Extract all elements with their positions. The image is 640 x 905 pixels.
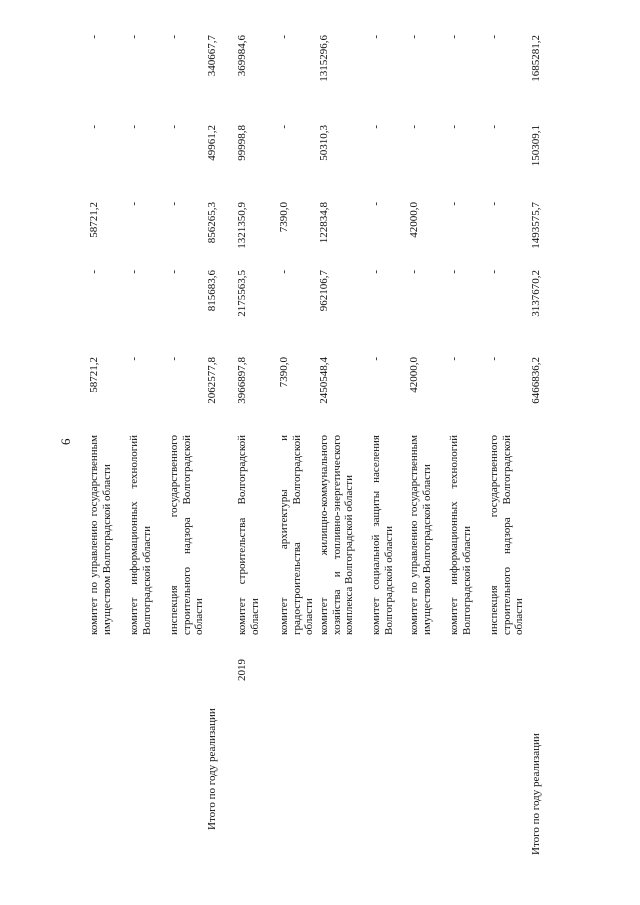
row-value: 1315296,6 — [318, 35, 330, 82]
row-value: - — [488, 202, 500, 206]
row-value: - — [168, 357, 180, 361]
row-value: - — [370, 357, 382, 361]
row-value: - — [448, 270, 460, 274]
row-description: инспекция государственного строительного надзора Волгоградской области — [488, 435, 525, 635]
page-number: 6 — [58, 438, 73, 445]
row-description: комитет информационных технологий Волгоградской области — [128, 435, 153, 635]
row-value: - — [168, 270, 180, 274]
row-value: - — [128, 202, 140, 206]
row-value: - — [448, 202, 460, 206]
row-value: 1321350,9 — [236, 202, 248, 249]
row-value: - — [488, 125, 500, 129]
row-value: - — [488, 357, 500, 361]
row-description: комитет архитектуры и градостроительства Волгоградской области — [278, 435, 315, 635]
total-value: 150309,1 — [530, 125, 542, 167]
row-value: - — [88, 125, 100, 129]
row-value: - — [408, 35, 420, 39]
row-description: комитет по управлению государственным имуществом Волгоградской области — [88, 435, 113, 635]
total-value: 6466836,2 — [530, 357, 542, 404]
row-value: - — [408, 270, 420, 274]
total-value: 1685281,2 — [530, 35, 542, 82]
row-description: комитет строительства Волгоградской области — [236, 435, 261, 635]
row-description: инспекция государственного строительного надзора Волгоградской области — [168, 435, 205, 635]
row-value: 42000,0 — [408, 357, 420, 393]
row-value: 3966897,8 — [236, 357, 248, 404]
row-value: - — [88, 35, 100, 39]
row-value: - — [488, 270, 500, 274]
total-value: 815683,6 — [206, 270, 218, 312]
row-value: 58721,2 — [88, 357, 100, 393]
row-value: - — [168, 125, 180, 129]
row-description: комитет по управлению государственным имуществом Волгоградской области — [408, 435, 433, 635]
row-value: 7390,0 — [278, 202, 290, 233]
total-value: 49961,2 — [206, 125, 218, 161]
row-value: 2175563,5 — [236, 270, 248, 317]
total-value: 1493575,7 — [530, 202, 542, 249]
row-value: - — [370, 125, 382, 129]
row-value: - — [128, 270, 140, 274]
row-value: - — [370, 270, 382, 274]
total-label: Итого по году реализации — [206, 708, 218, 830]
year-label: 2019 — [236, 659, 248, 681]
row-value: 58721,2 — [88, 202, 100, 238]
row-value: 962106,7 — [318, 270, 330, 312]
total-value: 3137670,2 — [530, 270, 542, 317]
row-description: комитет информационных технологий Волгоградской области — [448, 435, 473, 635]
row-value: - — [408, 125, 420, 129]
row-value: - — [88, 270, 100, 274]
row-description: комитет социальной защиты населения Волгоградской области — [370, 435, 395, 635]
row-value: - — [128, 35, 140, 39]
row-value: - — [168, 35, 180, 39]
row-value: - — [370, 202, 382, 206]
row-value: 7390,0 — [278, 357, 290, 388]
row-description: комитет жилищно-коммунального хозяйства и топливно-энергетического комплекса Волгоградской области — [318, 435, 355, 635]
row-value: - — [278, 270, 290, 274]
row-value: - — [488, 35, 500, 39]
row-value: 99998,8 — [236, 125, 248, 161]
row-value: - — [168, 202, 180, 206]
row-value: - — [128, 125, 140, 129]
row-value: - — [128, 357, 140, 361]
total-label: Итого по году реализации — [530, 733, 542, 855]
row-value: - — [370, 35, 382, 39]
row-value: 2450548,4 — [318, 357, 330, 404]
row-value: - — [448, 357, 460, 361]
row-value: 42000,0 — [408, 202, 420, 238]
row-value: - — [448, 35, 460, 39]
row-value: - — [278, 125, 290, 129]
total-value: 2062577,8 — [206, 357, 218, 404]
row-value: - — [448, 125, 460, 129]
total-value: 340667,7 — [206, 35, 218, 77]
row-value: 369984,6 — [236, 35, 248, 77]
row-value: - — [278, 35, 290, 39]
total-value: 856265,3 — [206, 202, 218, 244]
row-value: 50310,3 — [318, 125, 330, 161]
row-value: 122834,8 — [318, 202, 330, 244]
